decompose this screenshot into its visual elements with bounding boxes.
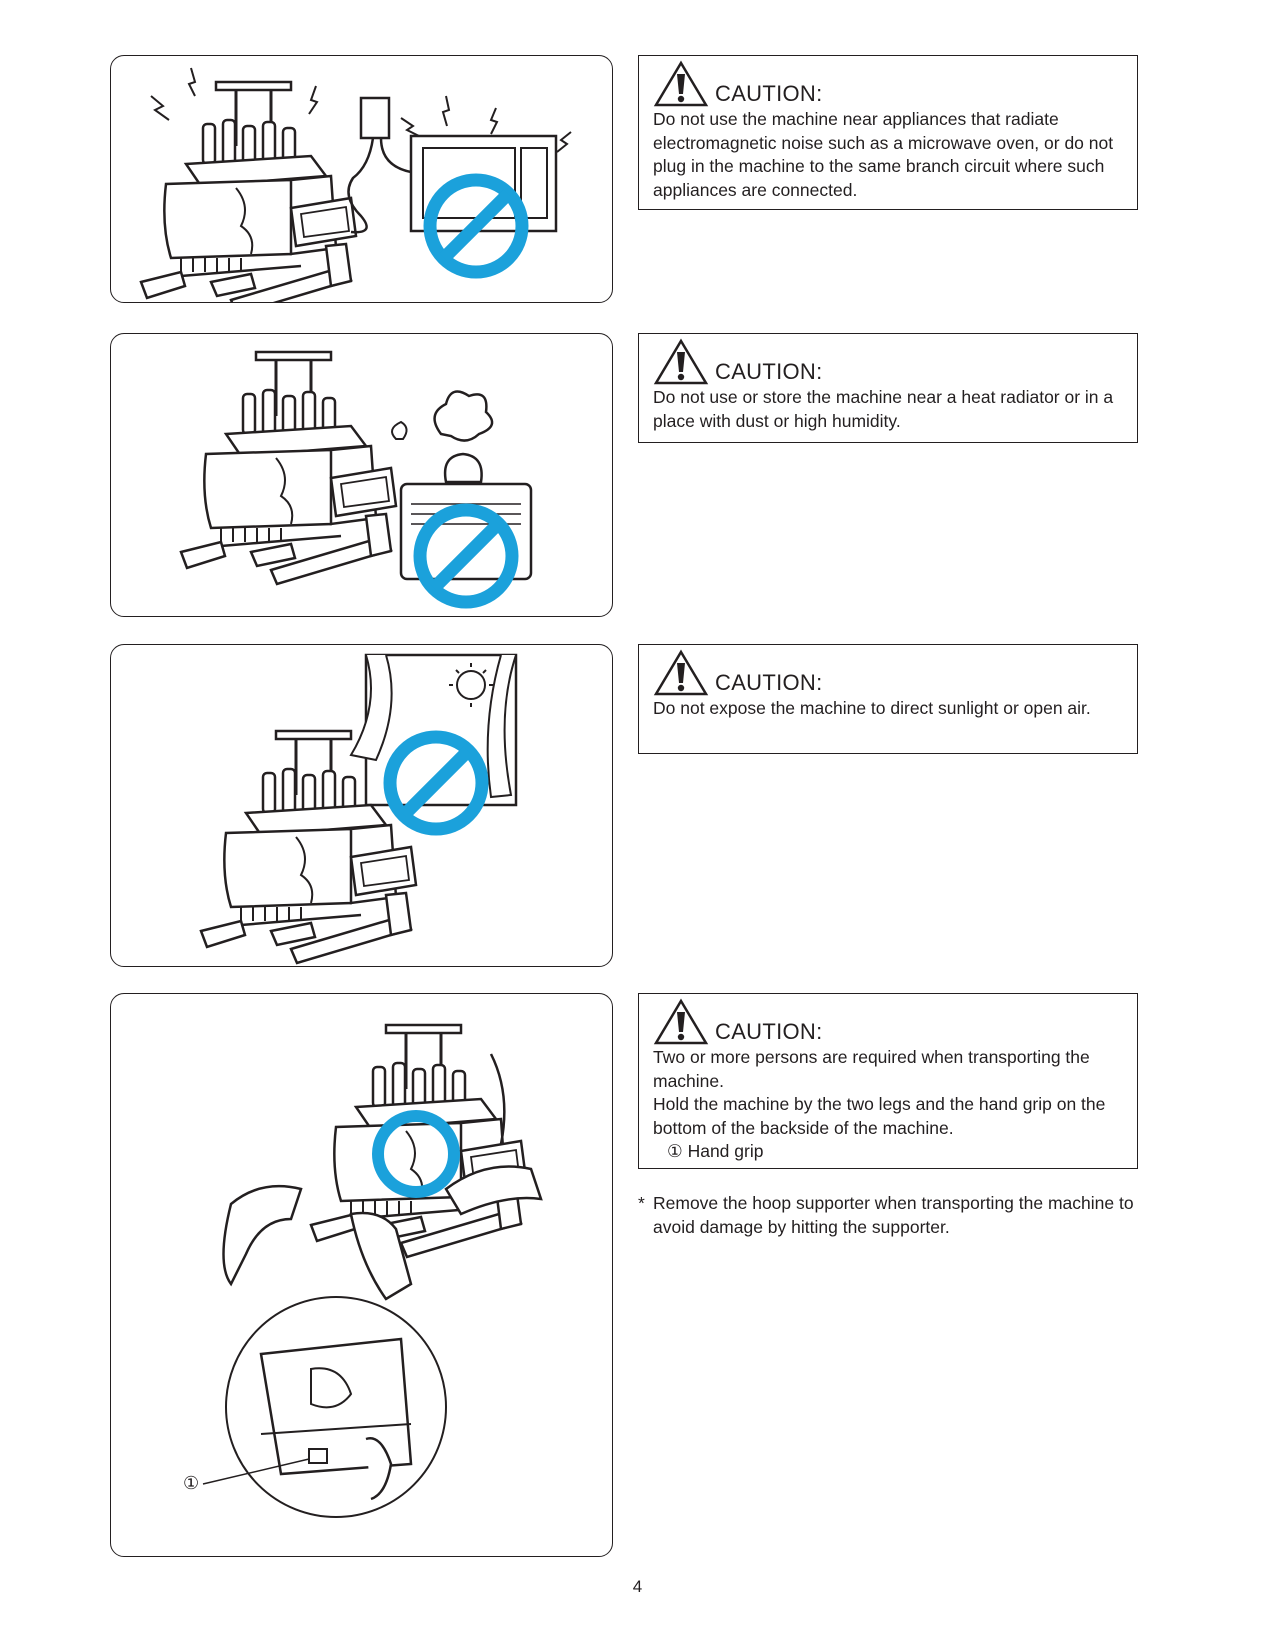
caution-title: CAUTION:: [715, 670, 823, 695]
illustration-panel-3: [110, 644, 613, 967]
warning-triangle-icon: [653, 60, 709, 108]
note-text: Remove the hoop supporter when transporting the machine to avoid damage by hitting the supporter.: [653, 1193, 1134, 1237]
caution-box-4: [638, 993, 1138, 1169]
illustration-panel-2: [110, 333, 613, 617]
caution-title: CAUTION:: [715, 359, 823, 384]
hand-grip-callout: [653, 1140, 1123, 1164]
warning-triangle-icon: [653, 338, 709, 386]
caution-box-1: [638, 55, 1138, 210]
inset-callout-marker: ①: [183, 1473, 200, 1493]
callout-marker: ①: [667, 1141, 683, 1161]
illustration-panel-1: [110, 55, 613, 303]
caution-text: Two or more persons are required when transporting the machine.: [653, 1047, 1090, 1091]
page-number: 4: [632, 1577, 643, 1596]
callout-label: Hand grip: [687, 1141, 764, 1161]
caution-title: CAUTION:: [715, 1019, 823, 1044]
warning-triangle-icon: [653, 998, 709, 1046]
caution-box-2: [638, 333, 1138, 443]
caution-text: Do not use or store the machine near a heat radiator or in a place with dust or high humidity.: [653, 387, 1114, 431]
heater-illustration: [111, 334, 612, 616]
note-marker: *: [638, 1193, 645, 1213]
caution-text: Do not expose the machine to direct sunlight or open air.: [653, 698, 1091, 718]
caution-text: Hold the machine by the two legs and the hand grip on the bottom of the backside of the machine.: [653, 1094, 1106, 1138]
transport-note: [638, 1192, 1138, 1239]
illustration-panel-4: [110, 993, 613, 1557]
caution-text: Do not use the machine near appliances that radiate electromagnetic noise such as a microwave oven, or do not plug in the machine to the same branch circuit where such appliances are connected.: [653, 109, 1114, 200]
warning-triangle-icon: [653, 649, 709, 697]
sunlight-illustration: [111, 645, 612, 966]
transport-illustration: [111, 994, 612, 1556]
caution-title: CAUTION:: [715, 81, 823, 106]
microwave-illustration: [111, 56, 612, 302]
caution-box-3: [638, 644, 1138, 754]
